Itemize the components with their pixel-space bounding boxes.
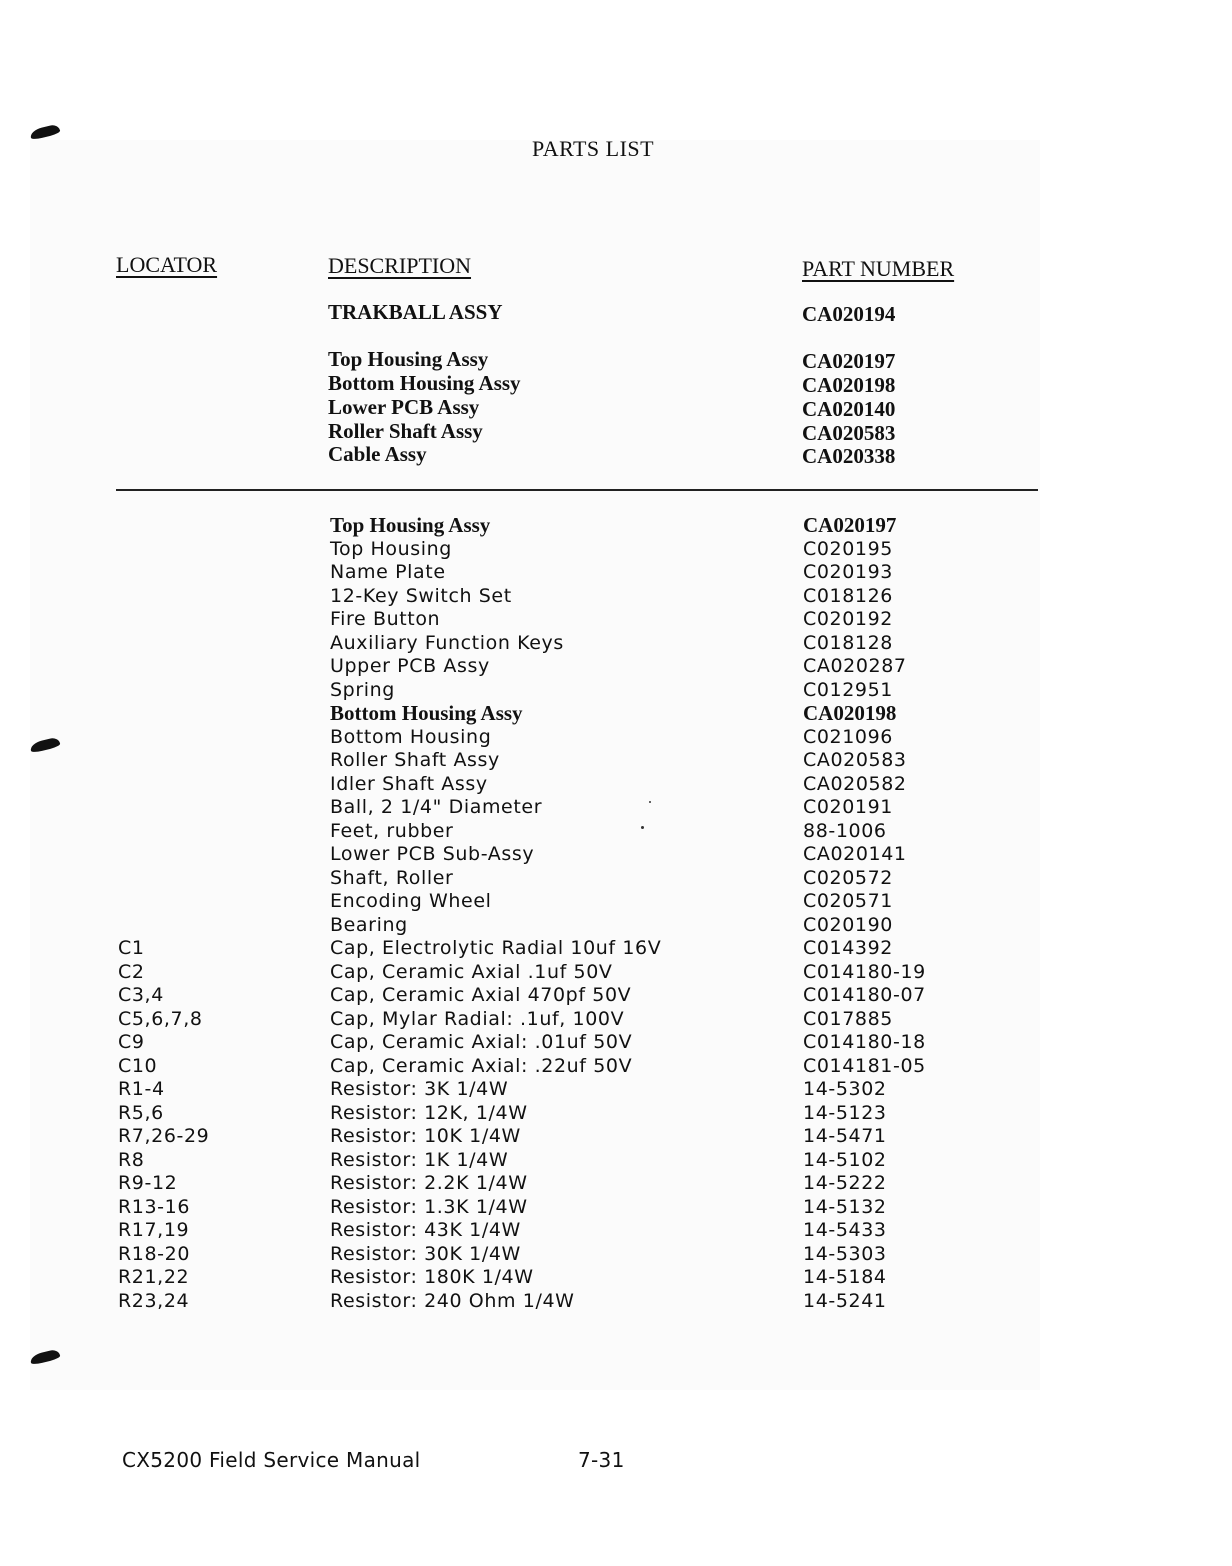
row-locator: C2 <box>118 961 145 983</box>
row-description: Resistor: 3K 1/4W <box>330 1078 509 1100</box>
page-title: PARTS LIST <box>532 136 655 161</box>
row-part-number: C012951 <box>803 679 893 701</box>
row-part-number: 14-5102 <box>803 1149 887 1171</box>
row-description: Bottom Housing Assy <box>330 701 523 725</box>
row-description: Lower PCB Sub-Assy <box>330 843 535 865</box>
part-number-header: PART NUMBER <box>802 256 955 281</box>
row-description: Cap, Ceramic Axial: .01uf 50V <box>330 1031 633 1053</box>
row-description: Resistor: 2.2K 1/4W <box>330 1172 528 1194</box>
row-description: Feet, rubber <box>330 820 454 842</box>
scan-speck <box>649 801 651 803</box>
row-part-number: 14-5433 <box>803 1219 887 1241</box>
summary-part-number: CA020198 <box>802 373 896 397</box>
row-part-number: CA020141 <box>803 843 907 865</box>
row-part-number: 14-5241 <box>803 1290 887 1312</box>
row-description: Spring <box>330 679 395 701</box>
section-divider <box>116 489 1038 491</box>
row-description: Cap, Ceramic Axial .1uf 50V <box>330 961 613 983</box>
row-part-number: C020192 <box>803 608 893 630</box>
row-description: Auxiliary Function Keys <box>330 632 564 654</box>
row-part-number: C021096 <box>803 726 893 748</box>
locator-header: LOCATOR <box>116 252 218 277</box>
summary-part-number: CA020140 <box>802 397 896 421</box>
row-part-number: 14-5302 <box>803 1078 887 1100</box>
row-part-number: C018128 <box>803 632 893 654</box>
row-description: Bearing <box>330 914 408 936</box>
row-locator: R9-12 <box>118 1172 178 1194</box>
row-description: Resistor: 1K 1/4W <box>330 1149 509 1171</box>
summary-part-number: CA020194 <box>802 302 896 326</box>
row-part-number: C014180-19 <box>803 961 926 983</box>
row-part-number: C017885 <box>803 1008 893 1030</box>
row-description: Ball, 2 1/4" Diameter <box>330 796 543 818</box>
row-description: 12-Key Switch Set <box>330 585 512 607</box>
summary-description: TRAKBALL ASSY <box>328 300 503 324</box>
footer-page-number: 7-31 <box>578 1448 625 1472</box>
row-description: Roller Shaft Assy <box>330 749 500 771</box>
row-locator: R21,22 <box>118 1266 190 1288</box>
row-part-number: C020191 <box>803 796 893 818</box>
row-locator: C3,4 <box>118 984 164 1006</box>
row-part-number: 14-5184 <box>803 1266 887 1288</box>
binder-hole-mark <box>29 124 61 141</box>
row-part-number: 14-5123 <box>803 1102 887 1124</box>
row-description: Resistor: 180K 1/4W <box>330 1266 534 1288</box>
row-description: Cap, Mylar Radial: .1uf, 100V <box>330 1008 625 1030</box>
row-part-number: CA020197 <box>803 513 897 537</box>
row-description: Shaft, Roller <box>330 867 454 889</box>
row-locator: R1-4 <box>118 1078 165 1100</box>
row-description: Resistor: 1.3K 1/4W <box>330 1196 528 1218</box>
row-description: Cap, Ceramic Axial: .22uf 50V <box>330 1055 633 1077</box>
summary-description: Lower PCB Assy <box>328 395 480 419</box>
row-part-number: C020195 <box>803 538 893 560</box>
summary-description: Bottom Housing Assy <box>328 371 521 395</box>
row-locator: R23,24 <box>118 1290 190 1312</box>
row-part-number: C014181-05 <box>803 1055 926 1077</box>
row-locator: R18-20 <box>118 1243 191 1265</box>
row-description: Bottom Housing <box>330 726 492 748</box>
row-part-number: C020572 <box>803 867 893 889</box>
row-description: Resistor: 30K 1/4W <box>330 1243 521 1265</box>
row-part-number: 14-5303 <box>803 1243 887 1265</box>
summary-description: Top Housing Assy <box>328 347 489 371</box>
row-locator: R17,19 <box>118 1219 190 1241</box>
row-description: Resistor: 240 Ohm 1/4W <box>330 1290 575 1312</box>
description-header: DESCRIPTION <box>328 253 472 278</box>
row-locator: C9 <box>118 1031 145 1053</box>
row-part-number: CA020583 <box>803 749 907 771</box>
row-description: Resistor: 43K 1/4W <box>330 1219 521 1241</box>
row-part-number: C018126 <box>803 585 893 607</box>
row-description: Resistor: 12K, 1/4W <box>330 1102 528 1124</box>
row-description: Name Plate <box>330 561 446 583</box>
row-locator: C5,6,7,8 <box>118 1008 203 1030</box>
summary-part-number: CA020197 <box>802 349 896 373</box>
row-part-number: 14-5132 <box>803 1196 887 1218</box>
row-part-number: C014180-18 <box>803 1031 926 1053</box>
scan-speck <box>641 826 644 829</box>
footer-manual-title: CX5200 Field Service Manual <box>122 1448 421 1472</box>
summary-description: Cable Assy <box>328 442 427 466</box>
row-locator: R8 <box>118 1149 145 1171</box>
row-part-number: 14-5222 <box>803 1172 887 1194</box>
row-part-number: 14-5471 <box>803 1125 887 1147</box>
row-locator: R5,6 <box>118 1102 164 1124</box>
row-part-number: CA020287 <box>803 655 907 677</box>
row-description: Top Housing Assy <box>330 513 491 537</box>
row-part-number: C020190 <box>803 914 893 936</box>
row-locator: R7,26-29 <box>118 1125 210 1147</box>
row-description: Cap, Ceramic Axial 470pf 50V <box>330 984 632 1006</box>
summary-part-number: CA020338 <box>802 444 896 468</box>
row-part-number: CA020198 <box>803 701 897 725</box>
row-part-number: C020571 <box>803 890 893 912</box>
row-locator: C1 <box>118 937 145 959</box>
row-part-number: CA020582 <box>803 773 907 795</box>
row-description: Upper PCB Assy <box>330 655 490 677</box>
row-part-number: 88-1006 <box>803 820 887 842</box>
row-description: Idler Shaft Assy <box>330 773 488 795</box>
row-description: Top Housing <box>330 538 452 560</box>
row-part-number: C020193 <box>803 561 893 583</box>
row-part-number: C014180-07 <box>803 984 926 1006</box>
row-description: Resistor: 10K 1/4W <box>330 1125 521 1147</box>
summary-description: Roller Shaft Assy <box>328 419 483 443</box>
row-description: Encoding Wheel <box>330 890 492 912</box>
row-description: Fire Button <box>330 608 441 630</box>
summary-part-number: CA020583 <box>802 421 896 445</box>
row-part-number: C014392 <box>803 937 893 959</box>
row-description: Cap, Electrolytic Radial 10uf 16V <box>330 937 662 959</box>
row-locator: R13-16 <box>118 1196 191 1218</box>
row-locator: C10 <box>118 1055 158 1077</box>
